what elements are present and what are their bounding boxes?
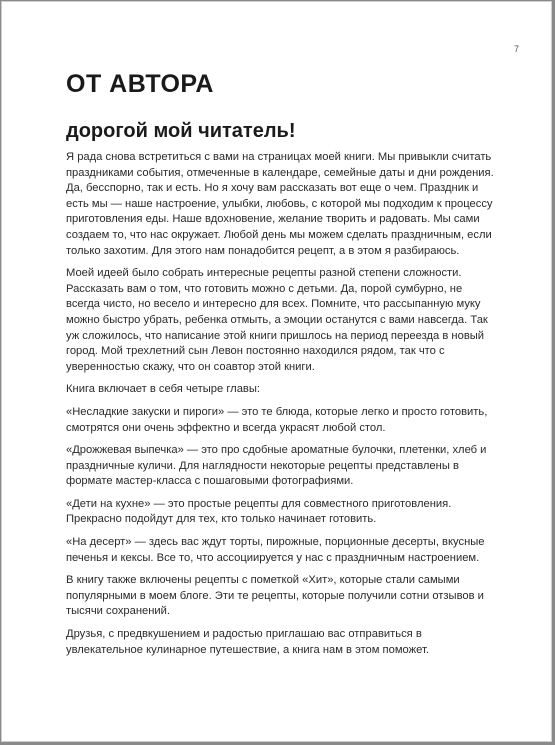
paragraph-chapter-dessert: «На десерт» — здесь вас ждут торты, пирожные, порционные десерты, вкусные печенья и кексы. Все то, что ассоциируется у нас с праздничным настроением. — [66, 536, 485, 564]
paragraph-closing: Друзья, с предвкушением и радостью приглашаю вас отправиться в увлекательное кулинарное путешествие, а книга нам в этом поможет. — [66, 628, 429, 656]
section-subtitle: дорогой мой читатель! — [66, 120, 296, 142]
book-page — [1, 1, 552, 742]
paragraph-hits: В книгу также включены рецепты с пометкой «Хит», которые стали самыми популярными в моем блоге. Эти те рецепты, которые получили сотни отзывов и тысячи сохранений. — [66, 574, 484, 618]
page-number: 7 — [513, 44, 519, 54]
body-text — [66, 150, 498, 665]
paragraph-intro: Я рада снова встретиться с вами на страницах моей книги. Мы привыкли считать праздниками события, отмеченные в календаре, семейные даты и дни рождения. Да, бесспорно, так и есть. Но я хочу вам рассказать вот еще о чем. Праздник и есть мы — наше настроение, улыбки, любовь, с которой мы подходим к процессу приготовления еды. Наше вдохновение, желание творить и радовать. Мы сами создаем то, что нас окружает. Любой день мы можем сделать праздничным, если только захотим. Для этого нам понадобится рецепт, а в этом я разбираюсь. — [66, 151, 494, 257]
paragraph-chapter-yeast: «Дрожжевая выпечка» — это про сдобные ароматные булочки, плетенки, хлеб и праздничные куличи. Для наглядности некоторые рецепты представлены в формате мастер-класса с пошаговыми фотографиями. — [66, 444, 487, 488]
paragraph-idea: Моей идеей было собрать интересные рецепты разной степени сложности. Рассказать вам о том, что готовить можно с детьми. Да, порой сумбурно, не всегда чисто, но весело и интересно для всех. Помните, что рассыпанную муку можно быстро убрать, ребенка отмыть, а эмоции останутся с вами навсегда. Так уж сложилось, что написание этой книги пришлось на период переезда в новый город. Мой трехлетний сын Левон постоянно находился рядом, так что с уверенностью скажу, что он соавтор этой книги. — [66, 267, 488, 373]
page-title: ОТ АВТОРА — [66, 70, 214, 98]
paragraph-chapters-intro: Книга включает в себя четыре главы: — [66, 383, 261, 396]
paragraph-chapter-kids: «Дети на кухне» — это простые рецепты для совместного приготовления. Прекрасно подойдут для тех, кто только начинает готовить. — [66, 497, 452, 526]
paragraph-chapter-snacks: «Несладкие закуски и пироги» — это те блюда, которые легко и просто готовить, смотрятся они очень эффектно и всегда украсят любой стол. — [66, 405, 488, 434]
